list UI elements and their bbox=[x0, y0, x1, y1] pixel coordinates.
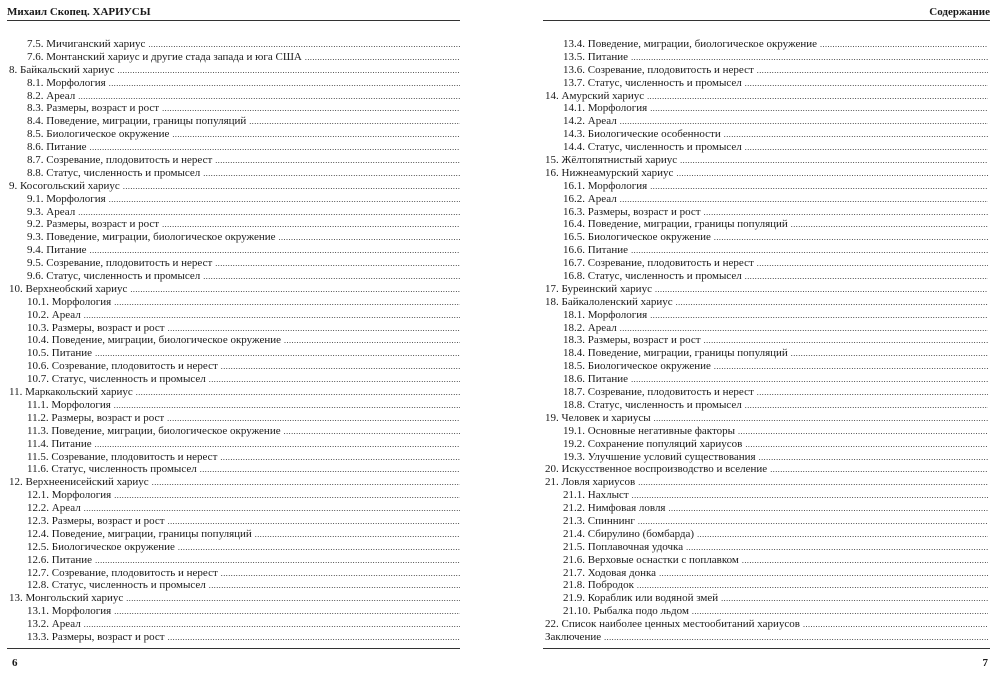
dot-leader bbox=[669, 502, 989, 515]
toc-entry bbox=[545, 90, 988, 103]
dot-leader bbox=[95, 347, 460, 360]
dot-leader bbox=[209, 579, 460, 592]
toc-entry-title: 11.6. Статус, численность промысел bbox=[27, 463, 197, 476]
dot-leader bbox=[704, 334, 988, 347]
dot-leader bbox=[757, 386, 988, 399]
toc-subentry bbox=[545, 425, 988, 438]
dot-leader bbox=[114, 296, 460, 309]
toc-entry-title: 21.3. Спиннинг bbox=[563, 514, 635, 527]
toc-entry-title: 8.4. Поведение, миграции, границы популяций bbox=[27, 115, 247, 128]
toc-subentry bbox=[545, 399, 988, 412]
toc-subentry bbox=[545, 438, 988, 451]
toc-entry-title: 10.7. Статус, численность и промысел bbox=[27, 373, 206, 386]
toc-subentry bbox=[545, 334, 988, 347]
toc-entry-title: 13. Монгольский хариус bbox=[9, 592, 124, 605]
toc-entry bbox=[9, 592, 460, 605]
dot-leader bbox=[215, 257, 460, 270]
toc-subentry bbox=[9, 463, 460, 476]
dot-leader bbox=[221, 360, 460, 373]
dot-leader bbox=[95, 554, 460, 567]
toc-entry-title: 14. Амурский хариус bbox=[545, 89, 645, 102]
toc-subentry bbox=[545, 347, 988, 360]
toc-entry-title: 9.2. Размеры, возраст и рост bbox=[27, 218, 160, 231]
toc-entry-title: 11. Маркакольский хариус bbox=[9, 386, 133, 399]
dot-leader bbox=[123, 180, 460, 193]
toc-subentry bbox=[545, 309, 988, 322]
dot-leader bbox=[255, 528, 460, 541]
toc-entry-title: 14.2. Ареал bbox=[563, 115, 617, 128]
toc-entry-title: 21.9. Кораблик или водяной змей bbox=[563, 592, 719, 605]
toc-entry bbox=[545, 463, 988, 476]
toc-entry-title: 13.4. Поведение, миграции, биологическое окружение bbox=[563, 38, 817, 50]
dot-leader bbox=[714, 231, 988, 244]
toc-entry-title: 14.4. Статус, численность и промысел bbox=[563, 141, 742, 154]
toc-entry-title: 13.7. Статус, численность и промысел bbox=[563, 76, 742, 89]
dot-leader bbox=[220, 451, 460, 464]
toc-subentry bbox=[545, 257, 988, 270]
toc-entry bbox=[545, 154, 988, 167]
toc-entry-title: 21.5. Поплавочная удочка bbox=[563, 540, 684, 553]
dot-leader bbox=[631, 51, 988, 64]
toc-subentry bbox=[545, 592, 988, 605]
toc-subentry bbox=[545, 502, 988, 515]
dot-leader bbox=[178, 541, 460, 554]
toc-entry-title: 15. Жёлтопятнистый хариус bbox=[545, 154, 678, 167]
dot-leader bbox=[284, 425, 460, 438]
toc-subentry bbox=[9, 425, 460, 438]
toc-entry-title: 11.1. Морфология bbox=[27, 398, 111, 411]
toc-entry-title: 18.4. Поведение, миграции, границы популяций bbox=[563, 347, 788, 360]
toc-subentry bbox=[9, 231, 460, 244]
dot-leader bbox=[745, 77, 988, 90]
dot-leader bbox=[152, 476, 460, 489]
dot-leader bbox=[78, 206, 460, 219]
toc-entry-title: 14.1. Морфология bbox=[563, 102, 648, 115]
footer-rule bbox=[543, 648, 990, 649]
dot-leader bbox=[704, 206, 988, 219]
dot-leader bbox=[114, 399, 460, 412]
dot-leader bbox=[604, 631, 988, 644]
toc-entry-title: 10.2. Ареал bbox=[27, 308, 81, 321]
dot-leader bbox=[203, 167, 460, 180]
toc-subentry bbox=[545, 141, 988, 154]
toc-subentry bbox=[9, 270, 460, 283]
dot-leader bbox=[162, 102, 460, 115]
toc-subentry bbox=[545, 218, 988, 231]
dot-leader bbox=[745, 438, 988, 451]
toc-subentry bbox=[545, 451, 988, 464]
toc-subentry bbox=[545, 579, 988, 592]
dot-leader bbox=[650, 102, 988, 115]
dot-leader bbox=[284, 334, 460, 347]
toc-entry-title: 12.5. Биологическое окружение bbox=[27, 540, 175, 553]
toc-entry-title: 21.10. Рыбалка подо льдом bbox=[563, 605, 689, 618]
toc-subentry bbox=[9, 296, 460, 309]
toc-entry-title: 8.8. Статус, численность и промысел bbox=[27, 166, 201, 179]
dot-leader bbox=[650, 180, 988, 193]
toc-entry-title: 12.6. Питание bbox=[27, 553, 93, 566]
dot-leader bbox=[95, 438, 460, 451]
dot-leader bbox=[770, 463, 988, 476]
toc-subentry bbox=[545, 64, 988, 77]
toc-subentry bbox=[9, 322, 460, 335]
toc-subentry bbox=[545, 515, 988, 528]
toc-entry-title: 16.6. Питание bbox=[563, 244, 629, 257]
toc-entry bbox=[545, 296, 988, 309]
toc-entry-title: 21.2. Нимфовая ловля bbox=[563, 502, 666, 515]
dot-leader bbox=[620, 193, 988, 206]
toc-entry bbox=[9, 476, 460, 489]
toc-entry-title: 16.1. Морфология bbox=[563, 179, 648, 192]
toc-entry-title: 13.6. Созревание, плодовитость и нерест bbox=[563, 63, 754, 76]
dot-leader bbox=[745, 399, 988, 412]
dot-leader bbox=[650, 309, 988, 322]
dot-leader bbox=[647, 90, 988, 103]
dot-leader bbox=[692, 605, 988, 618]
dot-leader bbox=[114, 489, 460, 502]
toc-subentry bbox=[545, 489, 988, 502]
toc-subentry bbox=[545, 541, 988, 554]
dot-leader bbox=[221, 567, 460, 580]
toc-subentry bbox=[9, 554, 460, 567]
toc-entry bbox=[545, 618, 988, 631]
toc-subentry bbox=[9, 515, 460, 528]
dot-leader bbox=[130, 283, 460, 296]
toc-entry-title: 10.6. Созревание, плодовитость и нерест bbox=[27, 360, 218, 373]
dot-leader bbox=[721, 592, 988, 605]
toc-entry-title: 21. Ловля хариусов bbox=[545, 476, 636, 489]
toc-subentry bbox=[9, 102, 460, 115]
dot-leader bbox=[757, 64, 988, 77]
toc-subentry bbox=[545, 360, 988, 373]
dot-leader bbox=[791, 347, 988, 360]
toc-entry bbox=[545, 631, 988, 644]
toc-subentry bbox=[545, 206, 988, 219]
toc-subentry bbox=[9, 115, 460, 128]
toc-entry-title: 12.8. Статус, численность и промысел bbox=[27, 579, 206, 592]
running-header: Михаил Скопец. ХАРИУСЫ bbox=[7, 6, 151, 18]
dot-leader bbox=[620, 115, 988, 128]
dot-leader bbox=[200, 463, 460, 476]
page-number: 6 bbox=[12, 657, 18, 669]
toc-subentry bbox=[545, 180, 988, 193]
dot-leader bbox=[78, 90, 460, 103]
toc-entry-title: 12.3. Размеры, возраст и рост bbox=[27, 514, 165, 527]
toc-entry-title: 16.3. Размеры, возраст и рост bbox=[563, 205, 701, 218]
toc-entry-title: 21.4. Сбирулино (бомбарда) bbox=[563, 527, 695, 540]
toc-list bbox=[545, 38, 988, 644]
toc-entry bbox=[545, 283, 988, 296]
dot-leader bbox=[84, 502, 460, 515]
toc-subentry bbox=[545, 115, 988, 128]
dot-leader bbox=[803, 618, 988, 631]
running-header: Содержание bbox=[929, 6, 990, 18]
toc-entry-title: 13.2. Ареал bbox=[27, 618, 81, 631]
dot-leader bbox=[84, 309, 460, 322]
toc-entry-title: 22. Список наиболее ценных местообитаний хариусов bbox=[545, 618, 800, 631]
dot-leader bbox=[203, 270, 460, 283]
dot-leader bbox=[745, 270, 988, 283]
dot-leader bbox=[620, 322, 988, 335]
toc-subentry bbox=[545, 528, 988, 541]
dot-leader bbox=[90, 244, 460, 257]
toc-entry-title: 8.6. Питание bbox=[27, 141, 87, 154]
toc-entry-title: 11.4. Питание bbox=[27, 437, 92, 450]
toc-subentry bbox=[9, 567, 460, 580]
toc-entry-title: 21.1. Нахлыст bbox=[563, 489, 629, 502]
dot-leader bbox=[742, 554, 988, 567]
dot-leader bbox=[791, 218, 988, 231]
toc-subentry bbox=[9, 141, 460, 154]
toc-subentry bbox=[9, 541, 460, 554]
dot-leader bbox=[637, 579, 988, 592]
toc-entry-title: 13.1. Морфология bbox=[27, 605, 112, 618]
toc-subentry bbox=[545, 554, 988, 567]
toc-entry-title: 16.4. Поведение, миграции, границы популяций bbox=[563, 218, 788, 231]
toc-subentry bbox=[9, 631, 460, 644]
toc-subentry bbox=[545, 51, 988, 64]
dot-leader bbox=[249, 115, 460, 128]
toc-subentry bbox=[9, 154, 460, 167]
toc-entry-title: 18.8. Статус, численность и промысел bbox=[563, 398, 742, 411]
toc-entry-title: 8.5. Биологическое окружение bbox=[27, 128, 170, 141]
toc-subentry bbox=[9, 347, 460, 360]
toc-subentry bbox=[9, 218, 460, 231]
toc-subentry bbox=[545, 386, 988, 399]
right-page bbox=[500, 0, 1000, 681]
dot-leader bbox=[172, 128, 460, 141]
toc-list bbox=[9, 38, 460, 644]
toc-entry-title: 11.3. Поведение, миграции, биологическое окружение bbox=[27, 424, 281, 437]
toc-entry-title: 18.2. Ареал bbox=[563, 321, 617, 334]
toc-subentry bbox=[9, 399, 460, 412]
dot-leader bbox=[109, 77, 460, 90]
toc-entry-title: 12.2. Ареал bbox=[27, 502, 81, 515]
toc-entry-title: 16.8. Статус, численность и промысел bbox=[563, 270, 742, 283]
toc-subentry bbox=[9, 206, 460, 219]
toc-subentry bbox=[9, 309, 460, 322]
toc-entry bbox=[9, 283, 460, 296]
toc-subentry bbox=[545, 322, 988, 335]
dot-leader bbox=[209, 373, 460, 386]
toc-subentry bbox=[9, 167, 460, 180]
dot-leader bbox=[109, 193, 460, 206]
dot-leader bbox=[738, 425, 988, 438]
dot-leader bbox=[162, 218, 460, 231]
dot-leader bbox=[148, 38, 460, 51]
toc-subentry bbox=[545, 373, 988, 386]
toc-entry bbox=[9, 64, 460, 77]
toc-entry bbox=[9, 386, 460, 399]
toc-entry-title: 18.6. Питание bbox=[563, 373, 629, 386]
toc-entry-title: 21.6. Верховые оснастки с поплавком bbox=[563, 553, 739, 566]
dot-leader bbox=[305, 51, 460, 64]
toc-entry-title: 9.6. Статус, численность и промысел bbox=[27, 270, 201, 283]
toc-entry-title: 16. Нижнеамурский хариус bbox=[545, 166, 674, 179]
toc-entry-title: 21.8. Побродок bbox=[563, 579, 634, 592]
toc-subentry bbox=[9, 438, 460, 451]
dot-leader bbox=[631, 244, 988, 257]
dot-leader bbox=[676, 296, 988, 309]
toc-entry-title: 9.1. Морфология bbox=[27, 192, 106, 205]
dot-leader bbox=[168, 322, 460, 335]
toc-entry-title: 9.3. Ареал bbox=[27, 205, 76, 218]
toc-entry-title: 16.5. Биологическое окружение bbox=[563, 231, 711, 244]
toc-entry-title: 14.3. Биологические особенности bbox=[563, 128, 721, 141]
dot-leader bbox=[167, 412, 460, 425]
dot-leader bbox=[759, 451, 988, 464]
toc-entry-title: 19.2. Сохранение популяций хариусов bbox=[563, 437, 743, 450]
dot-leader bbox=[655, 283, 988, 296]
toc-entry-title: Заключение bbox=[545, 630, 602, 643]
toc-subentry bbox=[545, 193, 988, 206]
dot-leader bbox=[724, 128, 988, 141]
header-rule bbox=[543, 20, 990, 21]
toc-subentry bbox=[9, 51, 460, 64]
dot-leader bbox=[680, 154, 988, 167]
toc-entry-title: 17. Буреинский хариус bbox=[545, 282, 652, 295]
toc-subentry bbox=[9, 90, 460, 103]
toc-subentry bbox=[9, 257, 460, 270]
toc-subentry bbox=[545, 38, 988, 51]
toc-entry bbox=[545, 167, 988, 180]
toc-subentry bbox=[545, 231, 988, 244]
toc-entry-title: 9. Косогольский хариус bbox=[9, 179, 120, 192]
toc-subentry bbox=[545, 567, 988, 580]
dot-leader bbox=[714, 360, 988, 373]
toc-subentry bbox=[9, 334, 460, 347]
dot-leader bbox=[90, 141, 460, 154]
toc-subentry bbox=[9, 528, 460, 541]
toc-entry-title: 11.2. Размеры, возраст и рост bbox=[27, 411, 165, 424]
toc-entry-title: 16.2. Ареал bbox=[563, 192, 617, 205]
toc-subentry bbox=[545, 605, 988, 618]
toc-subentry bbox=[9, 360, 460, 373]
toc-subentry bbox=[9, 451, 460, 464]
toc-entry bbox=[545, 412, 988, 425]
toc-subentry bbox=[9, 502, 460, 515]
toc-entry-title: 18.3. Размеры, возраст и рост bbox=[563, 334, 701, 347]
dot-leader bbox=[136, 386, 460, 399]
toc-entry bbox=[545, 476, 988, 489]
toc-subentry bbox=[9, 605, 460, 618]
dot-leader bbox=[745, 141, 988, 154]
toc-entry-title: 19. Человек и хариусы bbox=[545, 411, 651, 424]
dot-leader bbox=[757, 257, 988, 270]
toc-entry-title: 9.5. Созревание, плодовитость и нерест bbox=[27, 257, 213, 270]
toc-entry-title: 21.7. Ходовая донка bbox=[563, 566, 657, 579]
toc-subentry bbox=[545, 270, 988, 283]
toc-subentry bbox=[9, 193, 460, 206]
dot-leader bbox=[654, 412, 988, 425]
dot-leader bbox=[632, 489, 988, 502]
dot-leader bbox=[820, 38, 988, 51]
toc-subentry bbox=[545, 102, 988, 115]
toc-entry-title: 12. Верхнеенисейский хариус bbox=[9, 476, 149, 489]
toc-subentry bbox=[545, 244, 988, 257]
toc-entry-title: 11.5. Созревание, плодовитость и нерест bbox=[27, 450, 218, 463]
header-rule bbox=[7, 20, 460, 21]
dot-leader bbox=[118, 64, 460, 77]
toc-entry-title: 10.3. Размеры, возраст и рост bbox=[27, 321, 165, 334]
toc-entry-title: 18.5. Биологическое окружение bbox=[563, 360, 711, 373]
dot-leader bbox=[697, 528, 988, 541]
dot-leader bbox=[215, 154, 460, 167]
toc-subentry bbox=[9, 373, 460, 386]
dot-leader bbox=[126, 592, 460, 605]
toc-entry-title: 12.1. Морфология bbox=[27, 489, 112, 502]
toc-entry-title: 13.3. Размеры, возраст и рост bbox=[27, 630, 165, 643]
toc-entry-title: 10.4. Поведение, миграции, биологическое окружение bbox=[27, 334, 281, 347]
toc-entry-title: 7.5. Мичиганский хариус bbox=[27, 38, 146, 50]
toc-entry-title: 18.7. Созревание, плодовитость и нерест bbox=[563, 386, 754, 399]
dot-leader bbox=[168, 515, 460, 528]
toc-entry-title: 18. Байкалоленский хариус bbox=[545, 295, 673, 308]
toc-subentry bbox=[545, 128, 988, 141]
dot-leader bbox=[84, 618, 460, 631]
toc-entry-title: 12.4. Поведение, миграции, границы популяций bbox=[27, 527, 252, 540]
toc-entry-title: 8.1. Морфология bbox=[27, 76, 106, 89]
page-number: 7 bbox=[982, 657, 988, 669]
toc-entry-title: 18.1. Морфология bbox=[563, 308, 648, 321]
toc-subentry bbox=[9, 579, 460, 592]
toc-entry-title: 10.1. Морфология bbox=[27, 295, 112, 308]
toc-entry-title: 8. Байкальский хариус bbox=[9, 63, 115, 76]
toc-entry-title: 19.3. Улучшение условий существования bbox=[563, 450, 756, 463]
toc-subentry bbox=[9, 412, 460, 425]
toc-entry bbox=[9, 180, 460, 193]
toc-entry-title: 8.2. Ареал bbox=[27, 89, 76, 102]
toc-entry-title: 9.4. Питание bbox=[27, 244, 87, 257]
toc-entry-title: 16.7. Созревание, плодовитость и нерест bbox=[563, 257, 754, 270]
toc-entry-title: 20. Искусственное воспроизводство и вселение bbox=[545, 463, 768, 476]
footer-rule bbox=[7, 648, 460, 649]
dot-leader bbox=[686, 541, 988, 554]
toc-entry-title: 10.5. Питание bbox=[27, 347, 93, 360]
toc-entry-title: 8.3. Размеры, возраст и рост bbox=[27, 102, 160, 115]
toc-subentry bbox=[9, 489, 460, 502]
toc-entry-title: 7.6. Монтанский хариус и другие стада запада и юга США bbox=[27, 50, 302, 63]
toc-entry-title: 12.7. Созревание, плодовитость и нерест bbox=[27, 566, 218, 579]
dot-leader bbox=[676, 167, 988, 180]
toc-entry-title: 13.5. Питание bbox=[563, 50, 629, 63]
toc-subentry bbox=[9, 77, 460, 90]
dot-leader bbox=[638, 476, 988, 489]
toc-subentry bbox=[9, 618, 460, 631]
dot-leader bbox=[638, 515, 988, 528]
toc-subentry bbox=[9, 244, 460, 257]
toc-entry-title: 9.3. Поведение, миграции, биологическое окружение bbox=[27, 231, 276, 244]
dot-leader bbox=[659, 567, 988, 580]
dot-leader bbox=[279, 231, 461, 244]
toc-subentry bbox=[9, 38, 460, 51]
toc-entry-title: 10. Верхнеобский хариус bbox=[9, 282, 128, 295]
dot-leader bbox=[114, 605, 460, 618]
toc-subentry bbox=[545, 77, 988, 90]
toc-subentry bbox=[9, 128, 460, 141]
dot-leader bbox=[168, 631, 460, 644]
toc-entry-title: 8.7. Созревание, плодовитость и нерест bbox=[27, 154, 213, 167]
dot-leader bbox=[631, 373, 988, 386]
toc-entry-title: 19.1. Основные негативные факторы bbox=[563, 424, 736, 437]
